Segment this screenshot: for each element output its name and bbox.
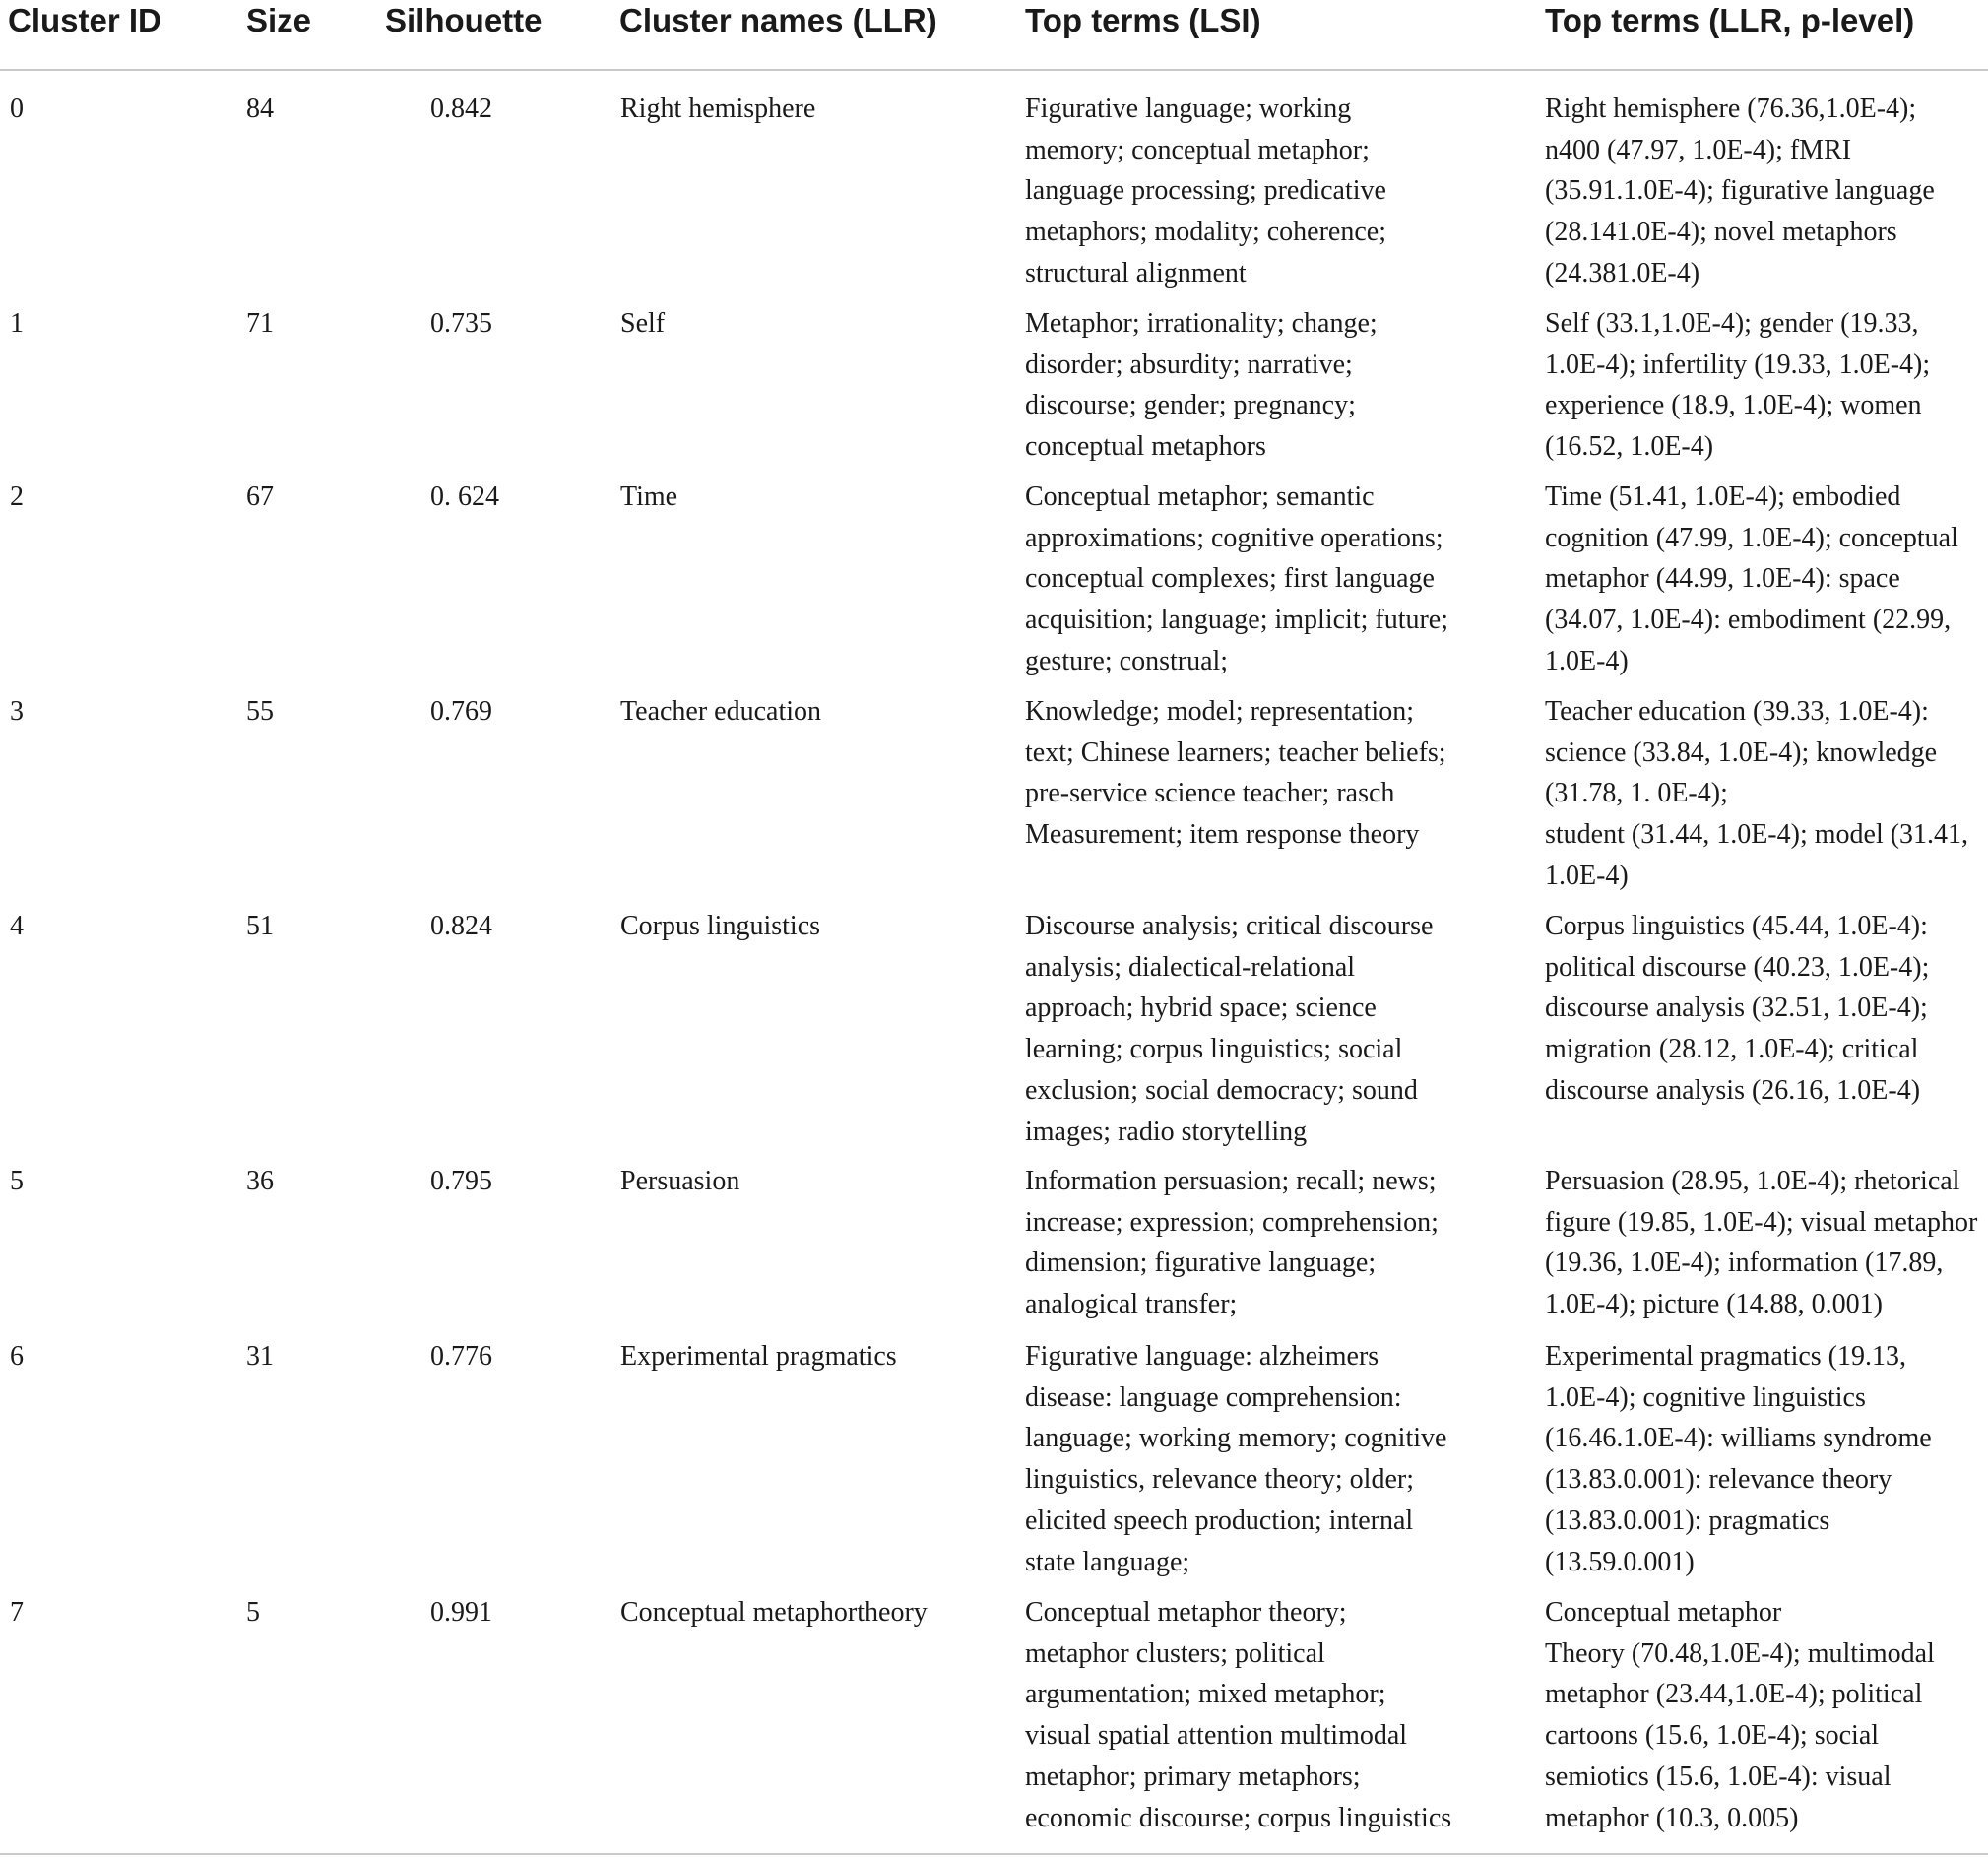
term-line: (28.141.0E-4); novel metaphors — [1545, 217, 1897, 248]
term-line: gesture; construal; — [1025, 645, 1229, 676]
header-top-terms-lsi: Top terms (LSI) — [1025, 2, 1261, 38]
term-line: Measurement; item response theory — [1025, 819, 1420, 851]
cell-cluster-id: 1 — [10, 308, 24, 339]
term-line: political discourse (40.23, 1.0E-4); — [1545, 951, 1930, 983]
cell-cluster-name: Time — [620, 481, 678, 512]
cell-cluster-name: Conceptual metaphortheory — [620, 1597, 928, 1628]
term-line: science (33.84, 1.0E-4); knowledge — [1545, 737, 1938, 768]
term-line: cognition (47.99, 1.0E-4); conceptual — [1545, 522, 1958, 553]
header-size: Size — [246, 2, 312, 38]
cell-top-terms-lsi — [1025, 477, 1488, 682]
cell-top-terms-lsi — [1025, 89, 1488, 294]
term-line: 1.0E-4) — [1545, 645, 1629, 676]
term-line: metaphors; modality; coherence; — [1025, 217, 1386, 248]
term-line: cartoons (15.6, 1.0E-4); social — [1545, 1720, 1880, 1752]
term-line: Right hemisphere (76.36,1.0E-4); — [1545, 94, 1917, 124]
term-line: (13.59.0.001) — [1545, 1546, 1695, 1577]
term-line: exclusion; social democracy; sound — [1025, 1074, 1418, 1106]
term-line: analogical transfer; — [1025, 1289, 1238, 1320]
cell-size: 36 — [246, 1166, 274, 1196]
cell-silhouette: 0.735 — [430, 308, 492, 339]
cell-top-terms-lsi — [1025, 691, 1488, 856]
term-line: discourse; gender; pregnancy; — [1025, 390, 1356, 421]
term-line: (24.381.0E-4) — [1545, 257, 1700, 288]
term-line: (34.07, 1.0E-4): embodiment (22.99, — [1545, 605, 1952, 636]
term-line: metaphor clusters; political — [1025, 1637, 1325, 1669]
term-line: Figurative language; working — [1025, 94, 1352, 124]
term-line: metaphor (23.44,1.0E-4); political — [1545, 1679, 1923, 1710]
term-line: (16.46.1.0E-4): williams syndrome — [1545, 1423, 1932, 1454]
cell-top-terms-llr — [1545, 906, 1988, 1112]
term-line: Figurative language: alzheimers — [1025, 1341, 1379, 1372]
term-line: (13.83.0.001): relevance theory — [1545, 1464, 1892, 1496]
term-line: discourse analysis (26.16, 1.0E-4) — [1545, 1074, 1921, 1106]
cell-size: 55 — [246, 696, 274, 727]
cell-top-terms-llr — [1545, 1592, 1988, 1838]
term-line: 1.0E-4); cognitive linguistics — [1545, 1381, 1866, 1413]
term-line: language; working memory; cognitive — [1025, 1423, 1447, 1454]
cell-top-terms-lsi — [1025, 303, 1488, 468]
term-line: 1.0E-4) — [1545, 860, 1629, 891]
term-line: (13.83.0.001): pragmatics — [1545, 1505, 1830, 1536]
cell-size: 5 — [246, 1597, 260, 1628]
term-line: 1.0E-4); infertility (19.33, 1.0E-4); — [1545, 349, 1931, 380]
cell-silhouette: 0.824 — [430, 911, 492, 941]
cell-silhouette: 0.776 — [430, 1341, 492, 1372]
term-line: Theory (70.48,1.0E-4); multimodal — [1545, 1637, 1935, 1669]
cell-cluster-name: Teacher education — [620, 696, 822, 727]
term-line: analysis; dialectical-relational — [1025, 951, 1356, 983]
term-line: economic discourse; corpus linguistics — [1025, 1802, 1452, 1833]
term-line: visual spatial attention multimodal — [1025, 1720, 1408, 1752]
term-line: elicited speech production; internal — [1025, 1505, 1414, 1536]
term-line: discourse analysis (32.51, 1.0E-4); — [1545, 993, 1928, 1024]
term-line: (35.91.1.0E-4); figurative language — [1545, 175, 1935, 207]
cell-top-terms-lsi — [1025, 906, 1488, 1152]
cell-size: 51 — [246, 911, 274, 941]
cell-size: 31 — [246, 1341, 274, 1372]
term-line: conceptual complexes; first language — [1025, 563, 1435, 595]
cell-size: 84 — [246, 94, 274, 124]
term-line: (31.78, 1. 0E-4); — [1545, 778, 1728, 809]
cell-top-terms-lsi — [1025, 1336, 1488, 1582]
cell-top-terms-llr — [1545, 303, 1988, 468]
term-line: migration (28.12, 1.0E-4); critical — [1545, 1034, 1919, 1065]
term-line: increase; expression; comprehension; — [1025, 1206, 1439, 1238]
term-line: approach; hybrid space; science — [1025, 993, 1377, 1024]
term-line: Time (51.41, 1.0E-4); embodied — [1545, 481, 1901, 512]
term-line: n400 (47.97, 1.0E-4); fMRI — [1545, 134, 1852, 165]
term-line: figure (19.85, 1.0E-4); visual metaphor — [1545, 1206, 1978, 1238]
term-line: linguistics, relevance theory; older; — [1025, 1464, 1414, 1496]
header-top-terms-llr: Top terms (LLR, p-level) — [1545, 2, 1915, 38]
cell-cluster-name: Corpus linguistics — [620, 911, 821, 941]
term-line: Knowledge; model; representation; — [1025, 696, 1414, 727]
term-line: acquisition; language; implicit; future; — [1025, 605, 1449, 636]
term-line: Self (33.1,1.0E-4); gender (19.33, — [1545, 308, 1919, 339]
cell-silhouette: 0.842 — [430, 94, 492, 124]
cell-cluster-id: 7 — [10, 1597, 24, 1628]
term-line: Conceptual metaphor; semantic — [1025, 481, 1375, 512]
cell-top-terms-llr — [1545, 1161, 1988, 1325]
bottom-rule — [0, 1853, 1988, 1855]
term-line: metaphor (44.99, 1.0E-4): space — [1545, 563, 1900, 595]
cell-size: 67 — [246, 481, 274, 512]
cell-top-terms-llr — [1545, 89, 1988, 294]
term-line: disease: language comprehension: — [1025, 1381, 1402, 1413]
table-header — [0, 0, 1988, 71]
term-line: disorder; absurdity; narrative; — [1025, 349, 1353, 380]
cell-cluster-id: 6 — [10, 1341, 24, 1372]
cell-top-terms-llr — [1545, 477, 1988, 682]
term-line: argumentation; mixed metaphor; — [1025, 1679, 1386, 1710]
term-line: Metaphor; irrationality; change; — [1025, 308, 1378, 339]
term-line: (16.52, 1.0E-4) — [1545, 431, 1714, 463]
cell-silhouette: 0.991 — [430, 1597, 492, 1628]
cell-cluster-id: 4 — [10, 911, 24, 941]
term-line: structural alignment — [1025, 257, 1247, 288]
cell-cluster-name: Experimental pragmatics — [620, 1341, 897, 1372]
term-line: Discourse analysis; critical discourse — [1025, 911, 1434, 941]
term-line: images; radio storytelling — [1025, 1116, 1308, 1147]
term-line: conceptual metaphors — [1025, 431, 1266, 463]
cell-cluster-name: Self — [620, 308, 666, 339]
term-line: Persuasion (28.95, 1.0E-4); rhetorical — [1545, 1166, 1960, 1196]
term-line: language processing; predicative — [1025, 175, 1386, 207]
term-line: Teacher education (39.33, 1.0E-4): — [1545, 696, 1929, 727]
term-line: approximations; cognitive operations; — [1025, 522, 1443, 553]
term-line: metaphor (10.3, 0.005) — [1545, 1802, 1799, 1833]
term-line: pre-service science teacher; rasch — [1025, 778, 1395, 809]
cell-top-terms-lsi — [1025, 1161, 1488, 1325]
term-line: state language; — [1025, 1546, 1190, 1577]
term-line: memory; conceptual metaphor; — [1025, 134, 1370, 165]
term-line: text; Chinese learners; teacher beliefs; — [1025, 737, 1446, 768]
header-cluster-id: Cluster ID — [8, 2, 161, 38]
cell-cluster-id: 0 — [10, 94, 24, 124]
header-silhouette: Silhouette — [385, 2, 543, 38]
cell-cluster-name: Persuasion — [620, 1166, 740, 1196]
cell-top-terms-llr — [1545, 1336, 1988, 1582]
term-line: Conceptual metaphor theory; — [1025, 1597, 1347, 1628]
cell-silhouette: 0.769 — [430, 696, 492, 727]
cell-silhouette: 0.795 — [430, 1166, 492, 1196]
term-line: dimension; figurative language; — [1025, 1248, 1377, 1279]
cell-cluster-id: 3 — [10, 696, 24, 727]
term-line: Experimental pragmatics (19.13, — [1545, 1341, 1906, 1372]
term-line: student (31.44, 1.0E-4); model (31.41, — [1545, 819, 1969, 851]
term-line: Conceptual metaphor — [1545, 1597, 1782, 1628]
term-line: metaphor; primary metaphors; — [1025, 1761, 1361, 1792]
cell-size: 71 — [246, 308, 274, 339]
cell-top-terms-lsi — [1025, 1592, 1488, 1838]
term-line: Corpus linguistics (45.44, 1.0E-4): — [1545, 911, 1928, 941]
cell-top-terms-llr — [1545, 691, 1988, 897]
term-line: semiotics (15.6, 1.0E-4): visual — [1545, 1761, 1892, 1792]
term-line: experience (18.9, 1.0E-4); women — [1545, 390, 1922, 421]
term-line: 1.0E-4); picture (14.88, 0.001) — [1545, 1289, 1883, 1320]
cell-cluster-name: Right hemisphere — [620, 94, 816, 124]
term-line: Information persuasion; recall; news; — [1025, 1166, 1437, 1196]
term-line: learning; corpus linguistics; social — [1025, 1034, 1403, 1065]
cell-cluster-id: 2 — [10, 481, 24, 512]
cell-silhouette: 0. 624 — [430, 481, 499, 512]
cell-cluster-id: 5 — [10, 1166, 24, 1196]
header-cluster-names: Cluster names (LLR) — [619, 2, 937, 38]
term-line: (19.36, 1.0E-4); information (17.89, — [1545, 1248, 1944, 1279]
